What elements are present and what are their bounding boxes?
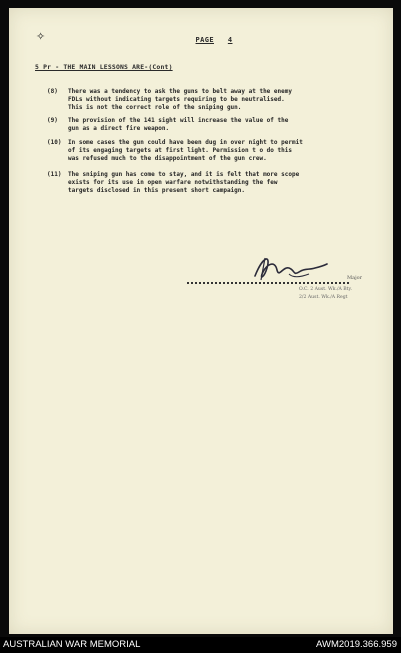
signatory-unit-line-2: 2/2 Aust. Wk./A Regt (299, 295, 348, 300)
paragraph-9 (47, 117, 369, 133)
paragraph-number: (10) (47, 139, 62, 146)
signature-dotted-line (187, 280, 349, 284)
paragraph-11 (47, 171, 369, 196)
section-heading: 5 Pr - THE MAIN LESSONS ARE-(Cont) (35, 63, 173, 71)
page-number: 4 (227, 36, 233, 44)
handwritten-signature (249, 250, 331, 284)
archive-footer (0, 637, 401, 653)
document-page (9, 8, 393, 634)
paragraph-number: (9) (47, 117, 58, 124)
paragraph-text: In some cases the gun could have been dug in over night to permit of its engaging targets at first light. Permission t o do this was refused much to the disappointment of the gun crew. (68, 139, 303, 163)
paragraph-8 (47, 88, 369, 113)
paragraph-text: There was a tendency to ask the guns to belt away at the enemy FDLs without indicating targets requiring to be neutralised. This is not the correct role of the sniping gun. (68, 88, 292, 112)
page-number-header (9, 36, 393, 44)
archive-name: AUSTRALIAN WAR MEMORIAL (3, 639, 141, 650)
page-label: PAGE (195, 36, 214, 44)
paragraph-number: (8) (47, 88, 58, 95)
paragraph-10 (47, 139, 369, 164)
paragraph-text: The provision of the 141 sight will increase the value of the gun as a direct fire weapon. (68, 117, 289, 133)
signatory-rank: Major (347, 275, 363, 281)
archive-accession-number: AWM2019.366.959 (316, 639, 397, 650)
paragraph-number: (11) (47, 171, 62, 178)
signatory-unit-line-1: O.C. 2 Aust. Wk./A Bty. (299, 287, 352, 292)
pencil-mark-icon: ✧ (36, 30, 46, 43)
paragraph-text: The sniping gun has come to stay, and it is felt that more scope exists for its use in open warfare notwithstanding the few targets disclosed in this present short campaign. (68, 171, 300, 195)
